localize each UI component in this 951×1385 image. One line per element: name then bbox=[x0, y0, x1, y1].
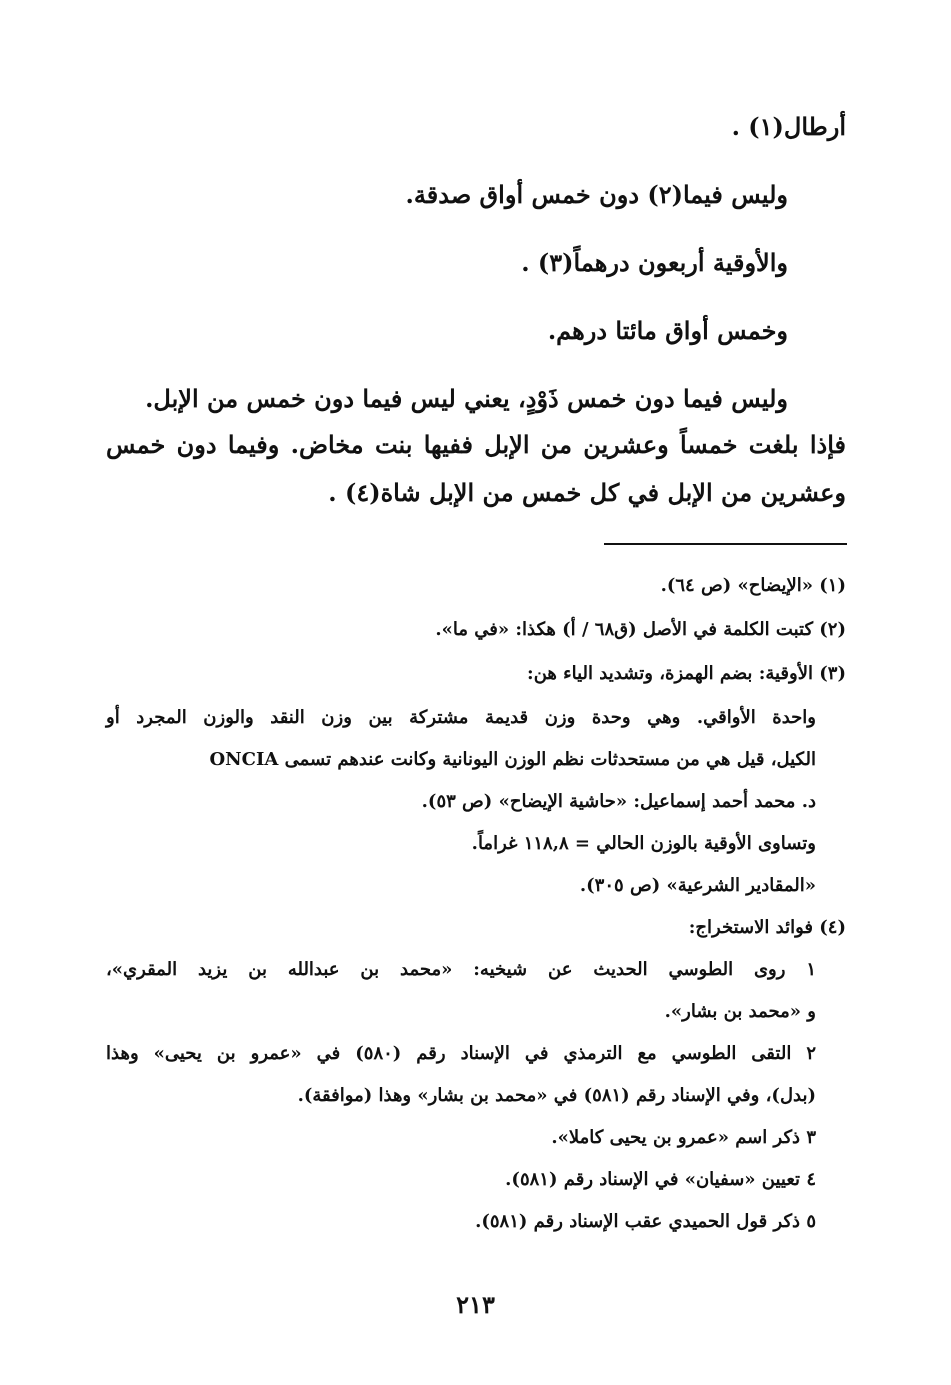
footnote-4-item-2-cont: (بدل)، وفي الإسناد رقم (٥٨١) في «محمد بن بشار» وهذا (موافقة). bbox=[297, 1085, 816, 1106]
footnote-4-item-4: ٤ تعيين «سفيان» في الإسناد رقم (٥٨١). bbox=[505, 1169, 816, 1190]
footnote-4-item-1: ١ روى الطوسي الحديث عن شيخيه: «محمد بن عبدالله بن يزيد المقري»، bbox=[106, 959, 816, 980]
footnote-4-item-1-cont: و «محمد بن بشار». bbox=[664, 1001, 816, 1022]
footnote-3: (٣) الأوقية: بضم الهمزة، وتشديد الياء هن: bbox=[527, 663, 846, 684]
body-line-5: وليس فيما دون خمس ذَوْدٍ، يعني ليس فيما دون خمس من الإبل. bbox=[145, 384, 788, 413]
footnote-4-item-5: ٥ ذكر قول الحميدي عقب الإسناد رقم (٥٨١). bbox=[475, 1211, 816, 1232]
page-number: ٢١٣ bbox=[456, 1290, 495, 1319]
footnote-3-line-2: واحدة الأواقي. وهي وحدة وزن قديمة مشتركة بين وزن النقد والوزن المجرد أو bbox=[106, 707, 816, 728]
footnote-3-line-6: «المقادير الشرعية» (ص ٣٠٥). bbox=[579, 875, 816, 896]
body-line-1: أرطال(١) . bbox=[731, 112, 846, 141]
footnote-3-line-5: وتساوى الأوقية بالوزن الحالي = ١١٨,٨ غراماً. bbox=[471, 833, 816, 854]
footnote-4-item-2: ٢ التقى الطوسي مع الترمذي في الإسناد رقم (٥٨٠) في «عمرو بن يحيى» وهذا bbox=[106, 1043, 816, 1064]
body-line-6: فإذا بلغت خمساً وعشرين من الإبل ففيها بنت مخاض. وفيما دون خمس bbox=[106, 430, 846, 459]
footnote-1: (١) «الإيضاح» (ص ٦٤). bbox=[660, 575, 846, 596]
body-line-7: وعشرين من الإبل في كل خمس من الإبل شاة(٤) . bbox=[328, 478, 846, 507]
footnote-2: (٢) كتبت الكلمة في الأصل (ق٦٨ / أ) هكذا: «في ما». bbox=[435, 619, 846, 640]
body-line-3: والأوقية أربعون درهماً(٣) . bbox=[521, 248, 788, 277]
body-line-4: وخمس أواق مائتا درهم. bbox=[547, 316, 788, 345]
footnote-3-line-3: الكيل، قيل هي من مستحدثات نظم الوزن اليونانية وكانت عندهم تسمى ONCIA bbox=[209, 749, 816, 770]
footnote-4-item-3: ٣ ذكر اسم «عمرو بن يحيى كاملا». bbox=[551, 1127, 816, 1148]
footnote-3-line-4: د. محمد أحمد إسماعيل: «حاشية الإيضاح» (ص ٥٣). bbox=[421, 791, 816, 812]
footnote-separator bbox=[604, 543, 847, 545]
body-line-2: وليس فيما(٢) دون خمس أواق صدقة. bbox=[405, 180, 788, 209]
footnote-4: (٤) فوائد الاستخراج: bbox=[688, 917, 846, 938]
